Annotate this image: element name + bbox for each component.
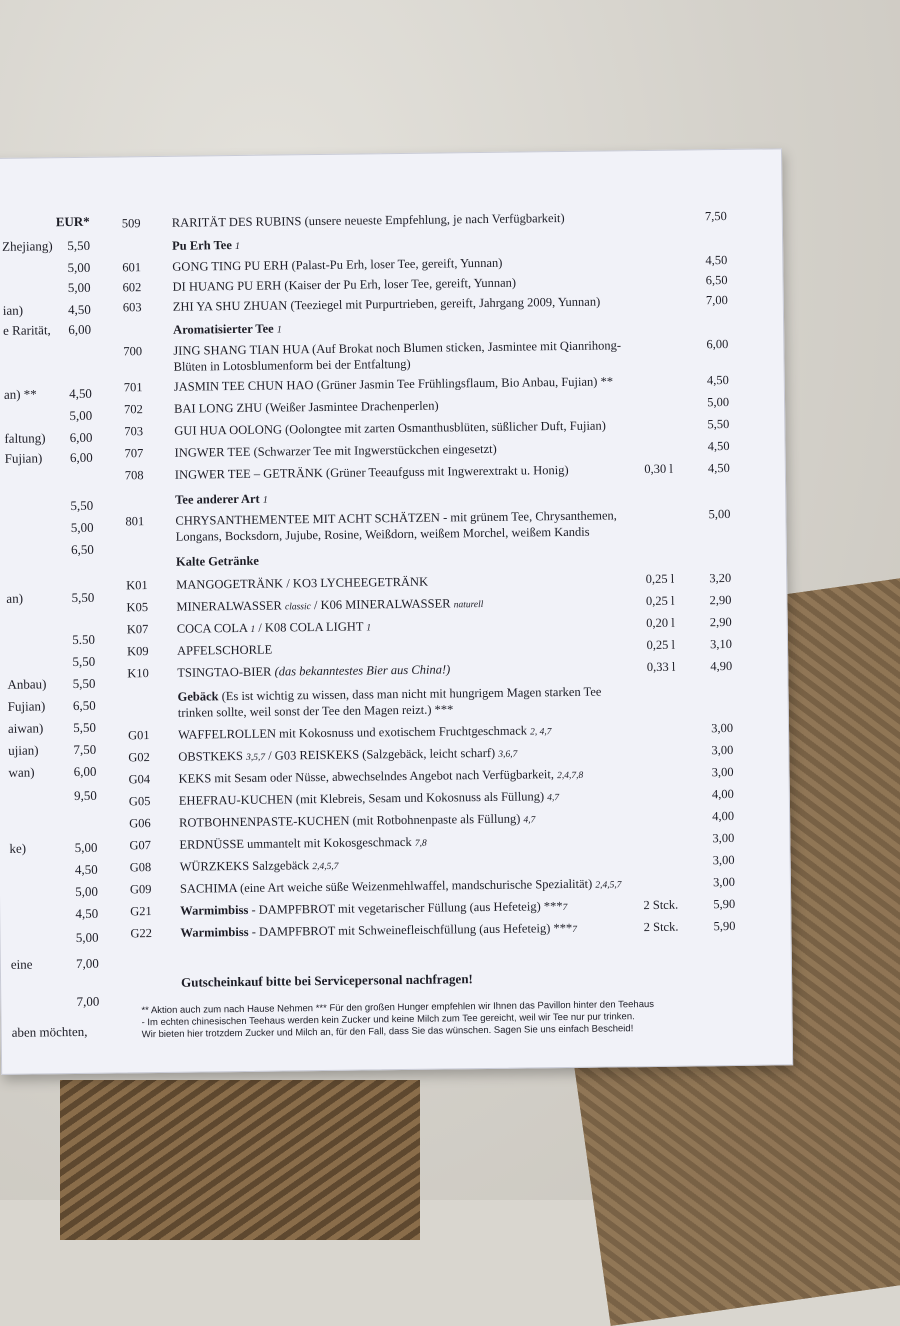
left-fragment-row bbox=[9, 786, 97, 807]
item-price: 4,90 bbox=[710, 658, 733, 674]
left-fragment-price: 4,50 bbox=[75, 905, 99, 922]
left-fragment-price: 5,50 bbox=[67, 237, 91, 254]
left-fragment-row bbox=[4, 428, 92, 449]
left-fragment-text: an) bbox=[6, 590, 24, 606]
category-kalte-getraenke: Kalte Getränke bbox=[175, 553, 259, 569]
left-fragment-price: 5,50 bbox=[71, 589, 95, 606]
item-desc: WAFFELROLLEN mit Kokosnuss und exotischem Fruchtgeschmack 2, 4,7 bbox=[177, 723, 552, 742]
left-fragment-row bbox=[8, 762, 96, 783]
item-price: 6,50 bbox=[705, 272, 728, 288]
item-qty: 2 Stck. bbox=[643, 897, 679, 913]
item-code: G06 bbox=[129, 816, 151, 831]
right-column bbox=[121, 150, 772, 1073]
item-code: G08 bbox=[129, 860, 152, 875]
left-fragment-price: 5,50 bbox=[72, 653, 96, 670]
left-column-cutoff bbox=[1, 158, 122, 1074]
item-price: 3,00 bbox=[711, 742, 734, 758]
left-fragment-price: 5.50 bbox=[72, 631, 95, 648]
item-code: G02 bbox=[128, 750, 150, 765]
left-fragment-text: wan) bbox=[8, 764, 35, 780]
left-fragment-price: 5,00 bbox=[69, 407, 93, 424]
item-price: 5,90 bbox=[713, 918, 736, 934]
left-fragment-row bbox=[8, 718, 96, 739]
left-fragment-text: ke) bbox=[9, 840, 27, 856]
menu-item bbox=[123, 394, 744, 417]
left-fragment-row bbox=[11, 954, 99, 975]
item-price: 5,00 bbox=[708, 506, 731, 522]
item-code: G01 bbox=[127, 728, 150, 743]
left-fragment-price: 6,00 bbox=[69, 429, 93, 446]
item-desc: GUI HUA OOLONG (Oolongtee mit zarten Osmanthusblüten, süßlicher Duft, Fujian) bbox=[174, 418, 606, 438]
wicker-chair-lower bbox=[60, 1080, 420, 1240]
item-price: 4,50 bbox=[707, 460, 730, 476]
item-code: K07 bbox=[126, 622, 149, 637]
left-fragment-price: 5,50 bbox=[73, 719, 97, 736]
item-desc: APFELSCHORLE bbox=[176, 642, 273, 658]
category-pu-erh: Pu Erh Tee 1 bbox=[172, 238, 241, 253]
item-price: 3,20 bbox=[709, 570, 732, 586]
item-qty: 0,25 l bbox=[646, 637, 676, 653]
item-desc: INGWER TEE (Schwarzer Tee mit Ingwerstückchen eingesetzt) bbox=[174, 441, 497, 460]
item-code: G04 bbox=[128, 772, 151, 787]
footnote: - Im echten chinesischen Teehaus werden kein Zucker und keine Milch zum Tee gereicht, weil wir Tee nur pur trinken. bbox=[141, 1011, 635, 1029]
item-price: 3,00 bbox=[712, 852, 735, 868]
left-fragment-row bbox=[10, 882, 98, 903]
left-fragment-row bbox=[4, 384, 92, 405]
left-fragment-price: 6,50 bbox=[72, 697, 96, 714]
item-code: 602 bbox=[122, 280, 142, 295]
item-code: 707 bbox=[124, 446, 144, 461]
left-fragment-text: faltung) bbox=[4, 430, 46, 446]
left-fragment-price: 4,50 bbox=[68, 301, 91, 318]
left-fragment-price: 6,50 bbox=[70, 541, 94, 558]
left-fragment-price: 9,50 bbox=[73, 787, 97, 804]
item-desc: WÜRZKEKS Salzgebäck 2,4,5,7 bbox=[179, 858, 339, 874]
item-price: 5,00 bbox=[707, 394, 730, 410]
item-price: 2,90 bbox=[709, 614, 732, 630]
item-code: 701 bbox=[123, 380, 143, 395]
left-fragment-text: an) ** bbox=[3, 386, 37, 402]
left-fragment-price: 5,00 bbox=[75, 883, 99, 900]
left-fragment-text: ian) bbox=[2, 302, 24, 318]
left-fragment-text: aben möchten, bbox=[11, 1023, 88, 1040]
item-price: 4,00 bbox=[711, 786, 734, 802]
item-code: 700 bbox=[123, 344, 143, 359]
menu-item bbox=[121, 208, 742, 231]
left-fragment-row bbox=[5, 448, 93, 469]
footnotes bbox=[141, 998, 741, 1041]
left-fragment-price: 7,00 bbox=[76, 993, 100, 1010]
menu-item bbox=[124, 416, 744, 439]
item-code: 801 bbox=[125, 514, 145, 529]
left-fragment-price: 5,00 bbox=[74, 839, 98, 856]
left-fragment-row bbox=[10, 860, 98, 881]
item-code: K01 bbox=[126, 578, 148, 593]
category-anderer-art: Tee anderer Art 1 bbox=[175, 491, 268, 507]
left-fragment-text: eine bbox=[10, 956, 33, 972]
item-code: 703 bbox=[124, 424, 144, 439]
item-desc: MANGOGETRÄNK / KO3 LYCHEEGETRÄNK bbox=[176, 574, 429, 592]
item-qty: 0,25 l bbox=[645, 593, 675, 609]
item-desc: INGWER TEE – GETRÄNK (Grüner Teeaufguss mit Ingwerextrakt u. Honig) bbox=[174, 462, 569, 482]
left-fragment-row bbox=[6, 540, 94, 561]
item-code: G21 bbox=[130, 904, 152, 919]
item-qty: 2 Stck. bbox=[643, 919, 679, 935]
menu-sheet bbox=[0, 148, 793, 1075]
left-fragment-row bbox=[2, 236, 90, 257]
item-price: 2,90 bbox=[709, 592, 732, 608]
voucher-note: Gutscheinkauf bitte bei Servicepersonal nachfragen! bbox=[180, 971, 473, 990]
item-qty: 0,33 l bbox=[646, 659, 676, 675]
item-price: 7,50 bbox=[704, 209, 727, 224]
item-desc: ERDNÜSSE ummantelt mit Kokosgeschmack 7,8 bbox=[179, 834, 427, 852]
left-fragment-price: 7,00 bbox=[76, 955, 99, 972]
item-price: 4,50 bbox=[707, 438, 730, 454]
left-fragment-text: Zhejiang) bbox=[1, 238, 53, 254]
item-code: 601 bbox=[122, 260, 142, 275]
left-fragment-price: 4,50 bbox=[74, 861, 98, 878]
left-fragment-row bbox=[10, 928, 98, 949]
menu-item bbox=[126, 570, 746, 593]
item-code: G07 bbox=[129, 838, 152, 853]
item-price: 3,10 bbox=[710, 636, 733, 652]
category-aromatisiert: Aromatisierter Tee 1 bbox=[173, 321, 282, 337]
item-desc: Warmimbiss - DAMPFBROT mit vegetarischer Füllung (aus Hefeteig) ***7 bbox=[180, 899, 568, 918]
menu-item bbox=[126, 592, 746, 615]
footnote: ** Aktion auch zum nach Hause Nehmen *** Für den großen Hunger empfehlen wir Ihnen das Pavillon hinter den Teehaus bbox=[141, 998, 655, 1017]
left-fragment-row bbox=[10, 904, 98, 925]
item-code: G09 bbox=[129, 882, 152, 897]
item-qty: 0,20 l bbox=[646, 615, 675, 631]
item-desc: RARITÄT DES RUBINS (unsere neueste Empfehlung, je nach Verfügbarkeit) bbox=[171, 210, 565, 230]
item-price: 5,50 bbox=[707, 416, 730, 432]
left-fragment-row bbox=[8, 740, 96, 761]
item-code: G05 bbox=[128, 794, 151, 809]
left-fragment-row bbox=[3, 300, 91, 321]
item-desc: GONG TING PU ERH (Palast-Pu Erh, loser Tee, gereift, Yunnan) bbox=[172, 255, 503, 274]
menu-item bbox=[124, 438, 745, 461]
left-fragment-row bbox=[8, 696, 96, 717]
left-fragment-row bbox=[5, 496, 93, 517]
item-price: 3,00 bbox=[711, 720, 734, 736]
item-desc: MINERALWASSER classic / K06 MINERALWASSER naturell bbox=[176, 596, 484, 614]
left-fragment-text: ujian) bbox=[8, 742, 39, 758]
item-desc: OBSTKEKS 3,5,7 / G03 REISKEKS (Salzgebäck, leicht scharf) 3,6,7 bbox=[178, 745, 518, 764]
left-fragment-row bbox=[6, 588, 94, 609]
menu-item bbox=[124, 460, 745, 483]
left-fragment-row bbox=[2, 278, 90, 299]
item-desc: KEKS mit Sesam oder Nüsse, abwechselndes Angebot nach Verfügbarkeit, 2,4,7,8 bbox=[178, 767, 584, 786]
item-qty: 0,30 l bbox=[644, 461, 673, 477]
left-fragment-text: Anbau) bbox=[7, 676, 47, 692]
item-code: 509 bbox=[121, 216, 141, 231]
item-code: K09 bbox=[126, 644, 149, 659]
eur-header: EUR* bbox=[55, 213, 90, 230]
item-desc: Warmimbiss - DAMPFBROT mit Schweinefleischfüllung (aus Hefeteig) ***7 bbox=[180, 920, 578, 940]
item-desc: ZHI YA SHU ZHUAN (Teeziegel mit Purpurtrieben, gereift, Jahrgang 2009, Yunnan) bbox=[172, 294, 601, 314]
left-fragment-price: 5,00 bbox=[75, 929, 99, 946]
item-price: 4,50 bbox=[705, 253, 728, 268]
menu-item bbox=[127, 658, 747, 681]
item-desc: TSINGTAO-BIER (das bekanntestes Bier aus China!) bbox=[177, 662, 451, 680]
item-desc: EHEFRAU-KUCHEN (mit Klebreis, Sesam und Kokosnuss als Füllung) 4,7 bbox=[178, 789, 560, 808]
item-desc: CHRYSANTHEMENTEE MIT ACHT SCHÄTZEN - mit grünem Tee, Chrysanthemen, Longans, Bocksdorn, Jujube, Rosine, Weißdorn, weißem Morchel, weißem Kandis bbox=[175, 508, 617, 544]
left-fragment-text: e Rarität, bbox=[3, 322, 51, 338]
menu-item bbox=[127, 720, 748, 743]
item-desc: DI HUANG PU ERH (Kaiser der Pu Erh, loser Tee, gereift, Yunnan) bbox=[172, 275, 517, 294]
item-price: 7,00 bbox=[705, 292, 728, 308]
item-desc: JASMIN TEE CHUN HAO (Grüner Jasmin Tee Frühlingsflaum, Bio Anbau, Fujian) ** bbox=[173, 374, 614, 394]
category-gebaeck: Gebäck (Es ist wichtig zu wissen, dass man nicht mit hungrigem Magen starken Tee trinken sollte, weil sonst der Tee den Magen reizt.) *** bbox=[177, 684, 602, 720]
left-fragment-price: 5,50 bbox=[72, 675, 96, 692]
footnote: Wir bieten hier trotzdem Zucker und Milch an, für den Fall, dass Sie das wünschen. Sagen Sie uns einfach Bescheid! bbox=[141, 1023, 634, 1041]
left-fragment-price: 7,50 bbox=[73, 741, 97, 758]
item-price: 3,00 bbox=[712, 830, 735, 846]
left-fragment-price: 5,00 bbox=[67, 259, 91, 276]
item-code: G22 bbox=[130, 926, 153, 941]
left-fragment-row bbox=[5, 518, 93, 539]
left-fragment-row bbox=[7, 674, 95, 695]
item-code: 702 bbox=[123, 402, 143, 417]
item-desc: BAI LONG ZHU (Weißer Jasmintee Drachenperlen) bbox=[173, 398, 439, 416]
item-price: 3,00 bbox=[711, 764, 734, 780]
left-fragment-price: 5,00 bbox=[70, 519, 94, 536]
item-price: 4,50 bbox=[706, 372, 729, 388]
left-fragment-row bbox=[11, 992, 99, 1013]
item-code: 603 bbox=[122, 300, 142, 315]
left-fragment-row bbox=[2, 258, 90, 279]
left-fragment-row bbox=[3, 320, 91, 341]
item-price: 3,00 bbox=[712, 874, 735, 890]
left-fragment-row bbox=[12, 1022, 100, 1043]
item-price: 6,00 bbox=[706, 336, 729, 352]
left-fragment-row bbox=[7, 652, 95, 673]
left-fragment-text: Fujian) bbox=[7, 698, 46, 714]
left-fragment-price: 6,00 bbox=[73, 763, 97, 780]
item-code: K05 bbox=[126, 600, 149, 615]
left-fragment-text: Fujian) bbox=[4, 450, 43, 466]
left-fragment-row bbox=[9, 838, 97, 859]
left-fragment-row bbox=[4, 406, 92, 427]
item-desc: SACHIMA (eine Art weiche süße Weizenmehlwaffel, mandschurische Spezialität) 2,4,5,7 bbox=[179, 876, 622, 896]
item-qty: 0,25 l bbox=[645, 571, 675, 587]
item-desc: ROTBOHNENPASTE-KUCHEN (mit Rotbohnenpaste als Füllung) 4,7 bbox=[179, 811, 536, 830]
left-fragment-text: aiwan) bbox=[7, 720, 44, 736]
item-desc: JING SHANG TIAN HUA (Auf Brokat noch Blumen sticken, Jasmintee mit Qianrihong- Blüten in Lotosblumenform bei der Entfaltung) bbox=[173, 338, 622, 374]
item-code: 708 bbox=[124, 468, 144, 483]
item-price: 4,00 bbox=[712, 808, 735, 824]
left-fragment-price: 5,00 bbox=[67, 279, 91, 296]
left-fragment-price: 4,50 bbox=[69, 385, 92, 402]
item-price: 5,90 bbox=[713, 896, 736, 912]
item-code: K10 bbox=[127, 666, 149, 681]
left-fragment-price: 6,00 bbox=[68, 321, 92, 338]
left-fragment-row bbox=[7, 630, 95, 651]
item-desc: COCA COLA 1 / K08 COLA LIGHT 1 bbox=[176, 619, 372, 636]
left-fragment-price: 5,50 bbox=[70, 497, 94, 514]
left-fragment-price: 6,00 bbox=[69, 449, 93, 466]
